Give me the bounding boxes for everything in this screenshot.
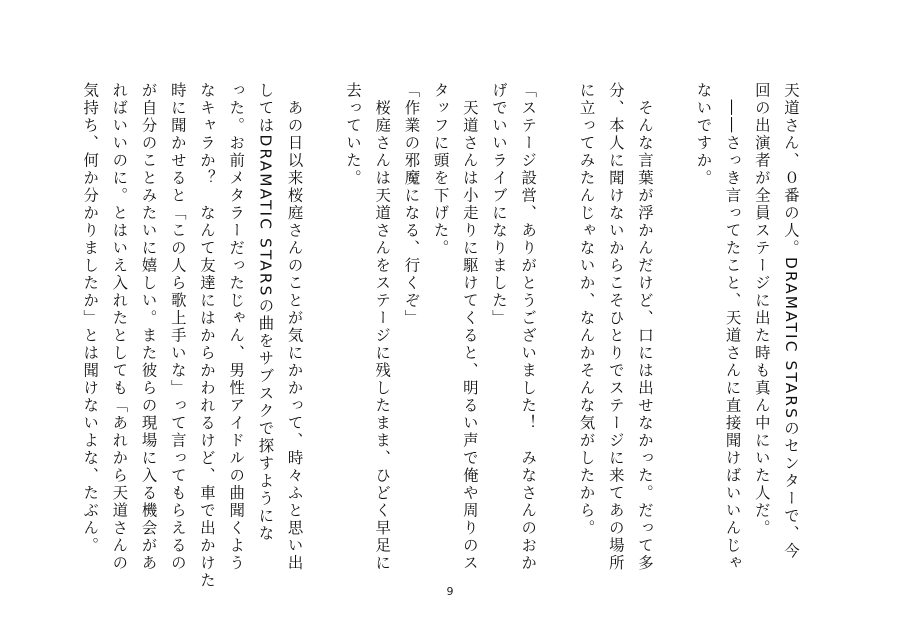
text-line: ないですか。: [694, 82, 713, 187]
text-line: 「ステージ設営、ありがとうございました！ みなさんのおか: [519, 82, 538, 572]
text-line: 去っていた。: [343, 82, 362, 187]
text-line: った。お前メタラーだったじゃん、男性アイドルの曲聞くよう: [227, 82, 246, 572]
text-line: 天道さんは小走りに駆けてくると、明るい声で俺や周りのス: [460, 82, 479, 572]
text-line: 天道さん、０番の人。DRAMATIC STARSのセンターで、今: [782, 82, 800, 561]
text-line: が自分のことみたいに嬉しい。また彼らの現場に入る機会があ: [139, 82, 158, 572]
text-line: 桜庭さんは天道さんをステージに残したまま、ひどく早足に: [373, 82, 392, 572]
text-line: ればいいのに。とはいえ入れたとしても「あれから天道さんの: [110, 82, 129, 572]
text-line: げでいいライブになりました」: [490, 82, 508, 327]
text-line: 分、本人に聞けないからこそひとりでステージに来てあの場所: [606, 82, 625, 572]
vertical-text-body: [75, 82, 805, 590]
text-line: ――さっき言ってたこと、天道さんに直接聞けばいいんじゃ: [723, 82, 742, 572]
text-line: あの日以来桜庭さんのことが気にかかって、時々ふと思い出: [285, 82, 304, 572]
paragraph-spacer: [542, 82, 571, 552]
text-line: そんな言葉が浮かんだけど、口には出せなかった。だって多: [636, 82, 654, 572]
text-line: タッフに頭を下げた。: [431, 82, 450, 257]
text-line: 気持ち、何か分かりましたか」とは聞けないよな、たぶん。: [81, 82, 100, 555]
text-line: 「作業の邪魔になる、行くぞ」: [402, 82, 421, 327]
text-line: 回の出演者が全員ステージに出た時も真ん中にいた人だ。: [752, 82, 771, 537]
paragraph-spacer: [309, 82, 338, 552]
text-line: 時に聞かせると「この人ら歌上手いな」って言ってもらえるの: [168, 82, 187, 572]
text-line: に立ってみたんじゃないか、なんかそんな気がしたから。: [577, 82, 596, 537]
text-line: なキャラか？ なんて友達にはからかわれるけど、車で出かけた: [197, 82, 216, 590]
page-number: 9: [446, 585, 454, 598]
text-line: してはDRAMATIC STARSの曲をサブスクで探すようにな: [256, 82, 275, 543]
paragraph-spacer: [659, 82, 688, 552]
